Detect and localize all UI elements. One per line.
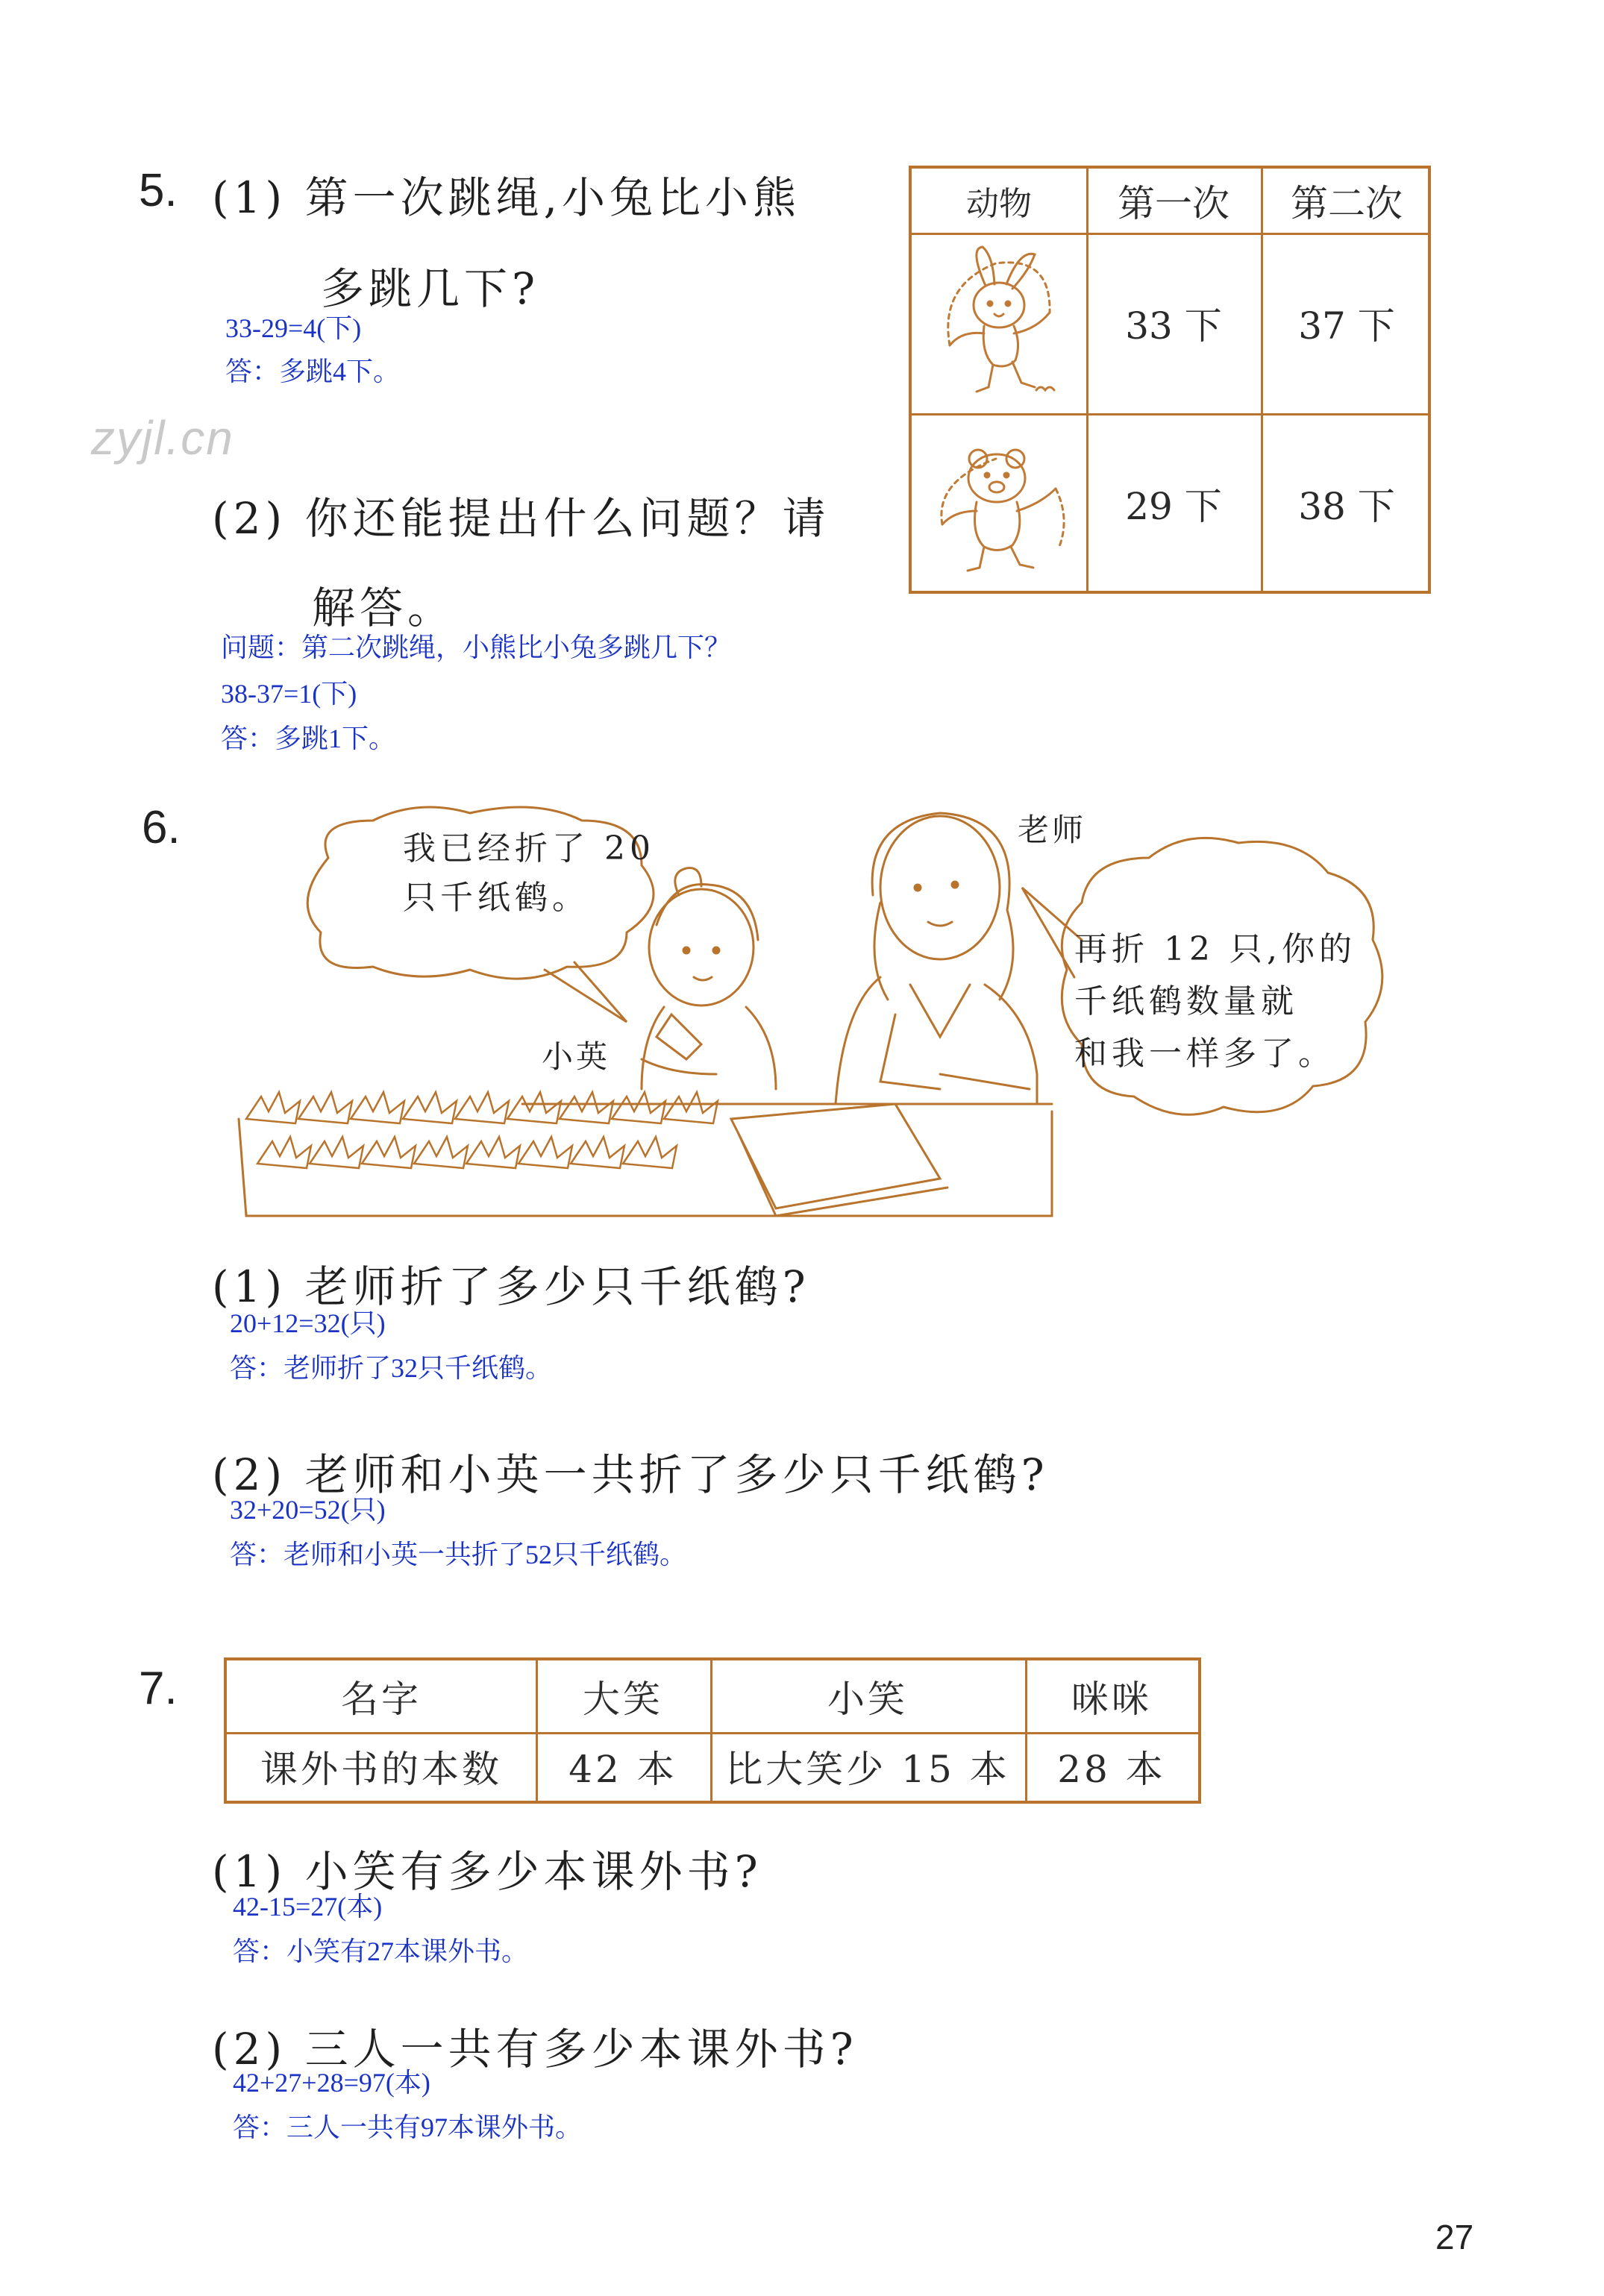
girl-bubble-line2: 只千纸鹤。: [403, 879, 589, 917]
bear-first-count: 29 下: [1125, 485, 1222, 528]
q6-part2-answer-calc: 32+20=52(只): [230, 1495, 386, 1525]
question-5-number: 5.: [139, 165, 178, 216]
q7-part1: (1) 小笑有多少本课外书?: [212, 1846, 762, 1897]
books-daxiao-count: 42 本: [568, 1748, 677, 1791]
teacher-label: 老师: [1018, 812, 1087, 848]
q5-part1-answer: 答：多跳4下。: [225, 357, 401, 386]
question-6-number: 6.: [142, 802, 181, 853]
teacher-figure: [836, 813, 1037, 1104]
table-header-second: 第二次: [1291, 182, 1403, 225]
rabbit-first-count: 33 下: [1125, 304, 1222, 348]
q5-part2-answer-calc: 38-37=1(下): [221, 679, 357, 709]
q6-part1-answer-calc: 20+12=32(只): [230, 1308, 386, 1338]
q5-part1-answer-calc: 33-29=4(下): [225, 313, 362, 343]
table-header-first: 第一次: [1118, 182, 1229, 225]
rabbit-icon: [912, 233, 1086, 413]
q5-part2-line1: (2) 你还能提出什么问题？请: [212, 493, 830, 544]
teacher-bubble-line1: 再折 12 只,你的: [1074, 930, 1356, 968]
q7-part2: (2) 三人一共有多少本课外书?: [212, 2024, 858, 2074]
bear-icon: [912, 413, 1086, 594]
question-7-number: 7.: [139, 1663, 178, 1714]
bear-second-count: 38 下: [1298, 485, 1395, 528]
q7-part1-answer: 答：小笑有27本课外书。: [233, 1936, 529, 1966]
rabbit-second-count: 37 下: [1298, 304, 1395, 348]
girl-bubble-line1: 我已经折了 20: [403, 829, 655, 868]
watermark: zyjl.cn: [91, 411, 234, 465]
q5-part1-line1: (1) 第一次跳绳,小兔比小熊: [212, 172, 801, 223]
q5-part1-line2: 多跳几下?: [321, 263, 540, 314]
q7-part2-answer: 答：三人一共有97本课外书。: [233, 2112, 583, 2142]
teacher-bubble-line2: 千纸鹤数量就: [1074, 982, 1298, 1020]
books-header-daxiao: 大笑: [583, 1678, 663, 1721]
books-header-name: 名字: [341, 1678, 422, 1721]
q6-part2-answer: 答：老师和小英一共折了52只千纸鹤。: [230, 1540, 687, 1569]
books-mimi-count: 28 本: [1057, 1748, 1166, 1791]
q7-part1-answer-calc: 42-15=27(本): [233, 1892, 383, 1922]
books-xiaoxiao-count: 比大笑少 15 本: [725, 1748, 1010, 1791]
q6-part1-answer: 答：老师折了32只千纸鹤。: [230, 1353, 553, 1383]
girl-figure: [642, 868, 776, 1090]
q7-part2-answer-calc: 42+27+28=97(本): [233, 2068, 430, 2098]
jump-rope-table: [909, 166, 1431, 594]
books-row-label: 课外书的本数: [260, 1748, 502, 1791]
books-header-mimi: 咪咪: [1071, 1678, 1152, 1721]
q5-part2-answer-question: 问题：第二次跳绳，小熊比小兔多跳几下？: [221, 633, 732, 662]
page-number: 27: [1435, 2218, 1474, 2256]
paper-cranes-row: [246, 1092, 718, 1168]
table-header-animal: 动物: [966, 185, 1032, 223]
books-table: [224, 1657, 1201, 1804]
girl-label: 小英: [542, 1038, 611, 1075]
q6-part2: (2) 老师和小英一共折了多少只千纸鹤?: [212, 1449, 1049, 1500]
teacher-bubble-line3: 和我一样多了。: [1074, 1035, 1335, 1073]
q5-part2-answer: 答：多跳1下。: [221, 724, 396, 753]
q5-part2-line2: 解答。: [312, 583, 456, 633]
q6-part1: (1) 老师折了多少只千纸鹤?: [212, 1261, 810, 1312]
books-header-xiaoxiao: 小笑: [827, 1678, 908, 1721]
